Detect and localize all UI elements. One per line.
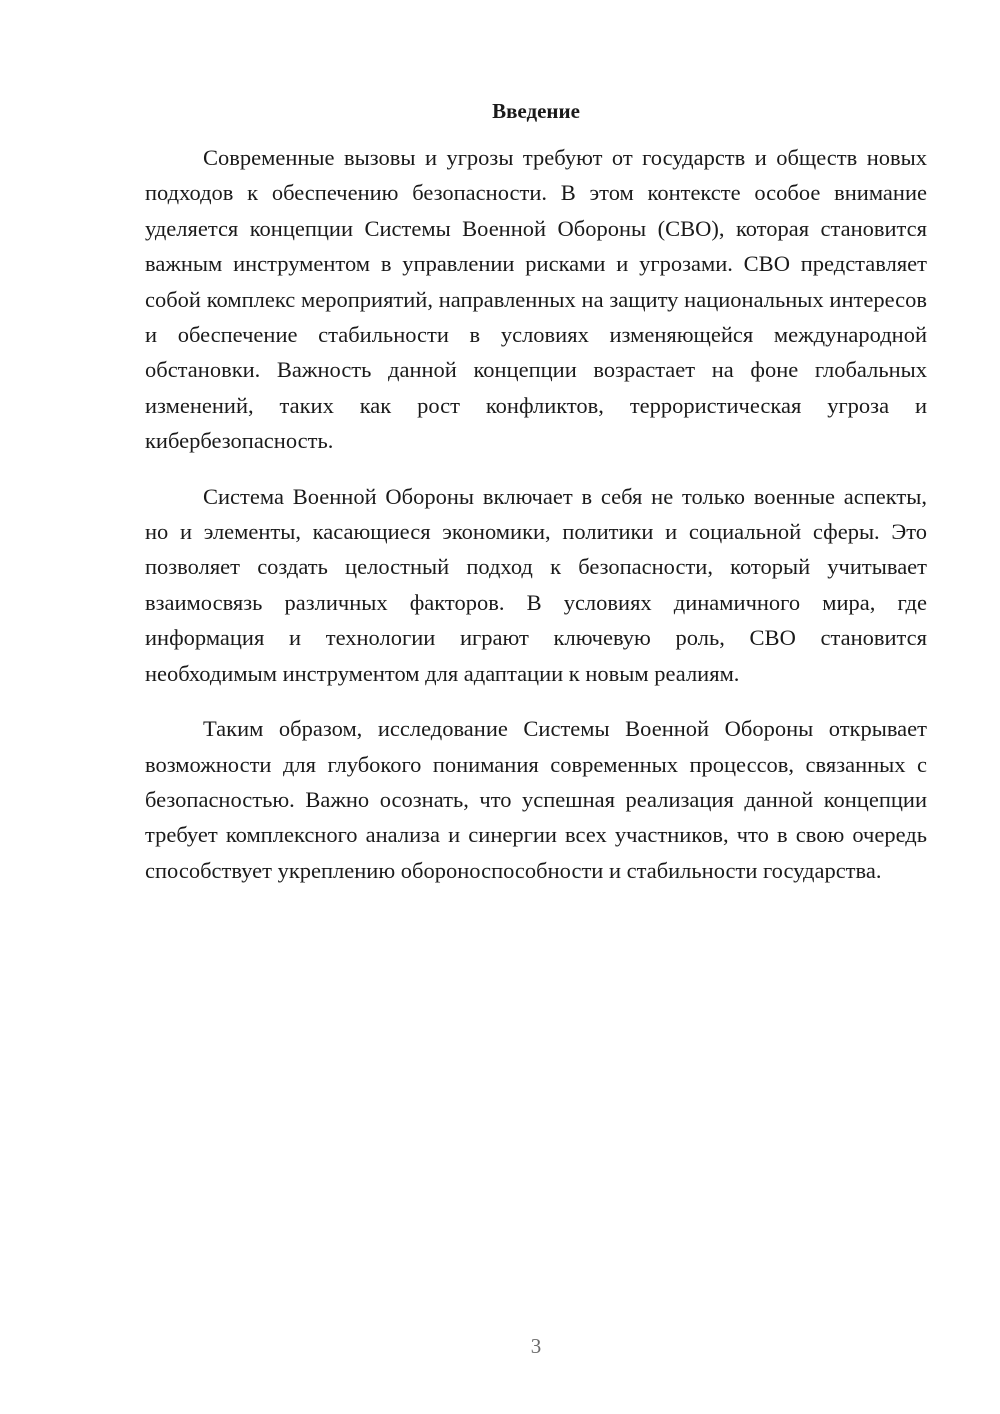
page-number: 3 — [530, 1334, 542, 1358]
section-heading: Введение — [492, 99, 580, 123]
paragraph-3: Таким образом, исследование Системы Военной Обороны открывает возможности для глубокого понимания современных процессов, связанных с безопасностью. Важно осознать, что успешная реализация данной концепции требует комплексного анализа и синергии всех участников, что в свою очередь способствует укреплению обороноспособности и стабильности государства. — [145, 716, 927, 883]
paragraph-2: Система Военной Обороны включает в себя не только военные аспекты, но и элементы, касающиеся экономики, политики и социальной сферы. Это позволяет создать целостный подход к безопасности, который учитывает взаимосвязь различных факторов. В условиях динамичного мира, где информация и технологии играют ключевую роль, СВО становится необходимым инструментом для адаптации к новым реалиям. — [145, 483, 927, 686]
document-body — [145, 140, 927, 908]
paragraph-1: Современные вызовы и угрозы требуют от государств и обществ новых подходов к обеспечению безопасности. В этом контексте особое внимание уделяется концепции Системы Военной Обороны (СВО), которая становится важным инструментом в управлении рисками и угрозами. СВО представляет собой комплекс мероприятий, направленных на защиту национальных интересов и обеспечение стабильности в условиях изменяющейся международной обстановки. Важность данной концепции возрастает на фоне глобальных изменений, таких как рост конфликтов, террористическая угроза и кибербезопасность. — [145, 145, 927, 454]
